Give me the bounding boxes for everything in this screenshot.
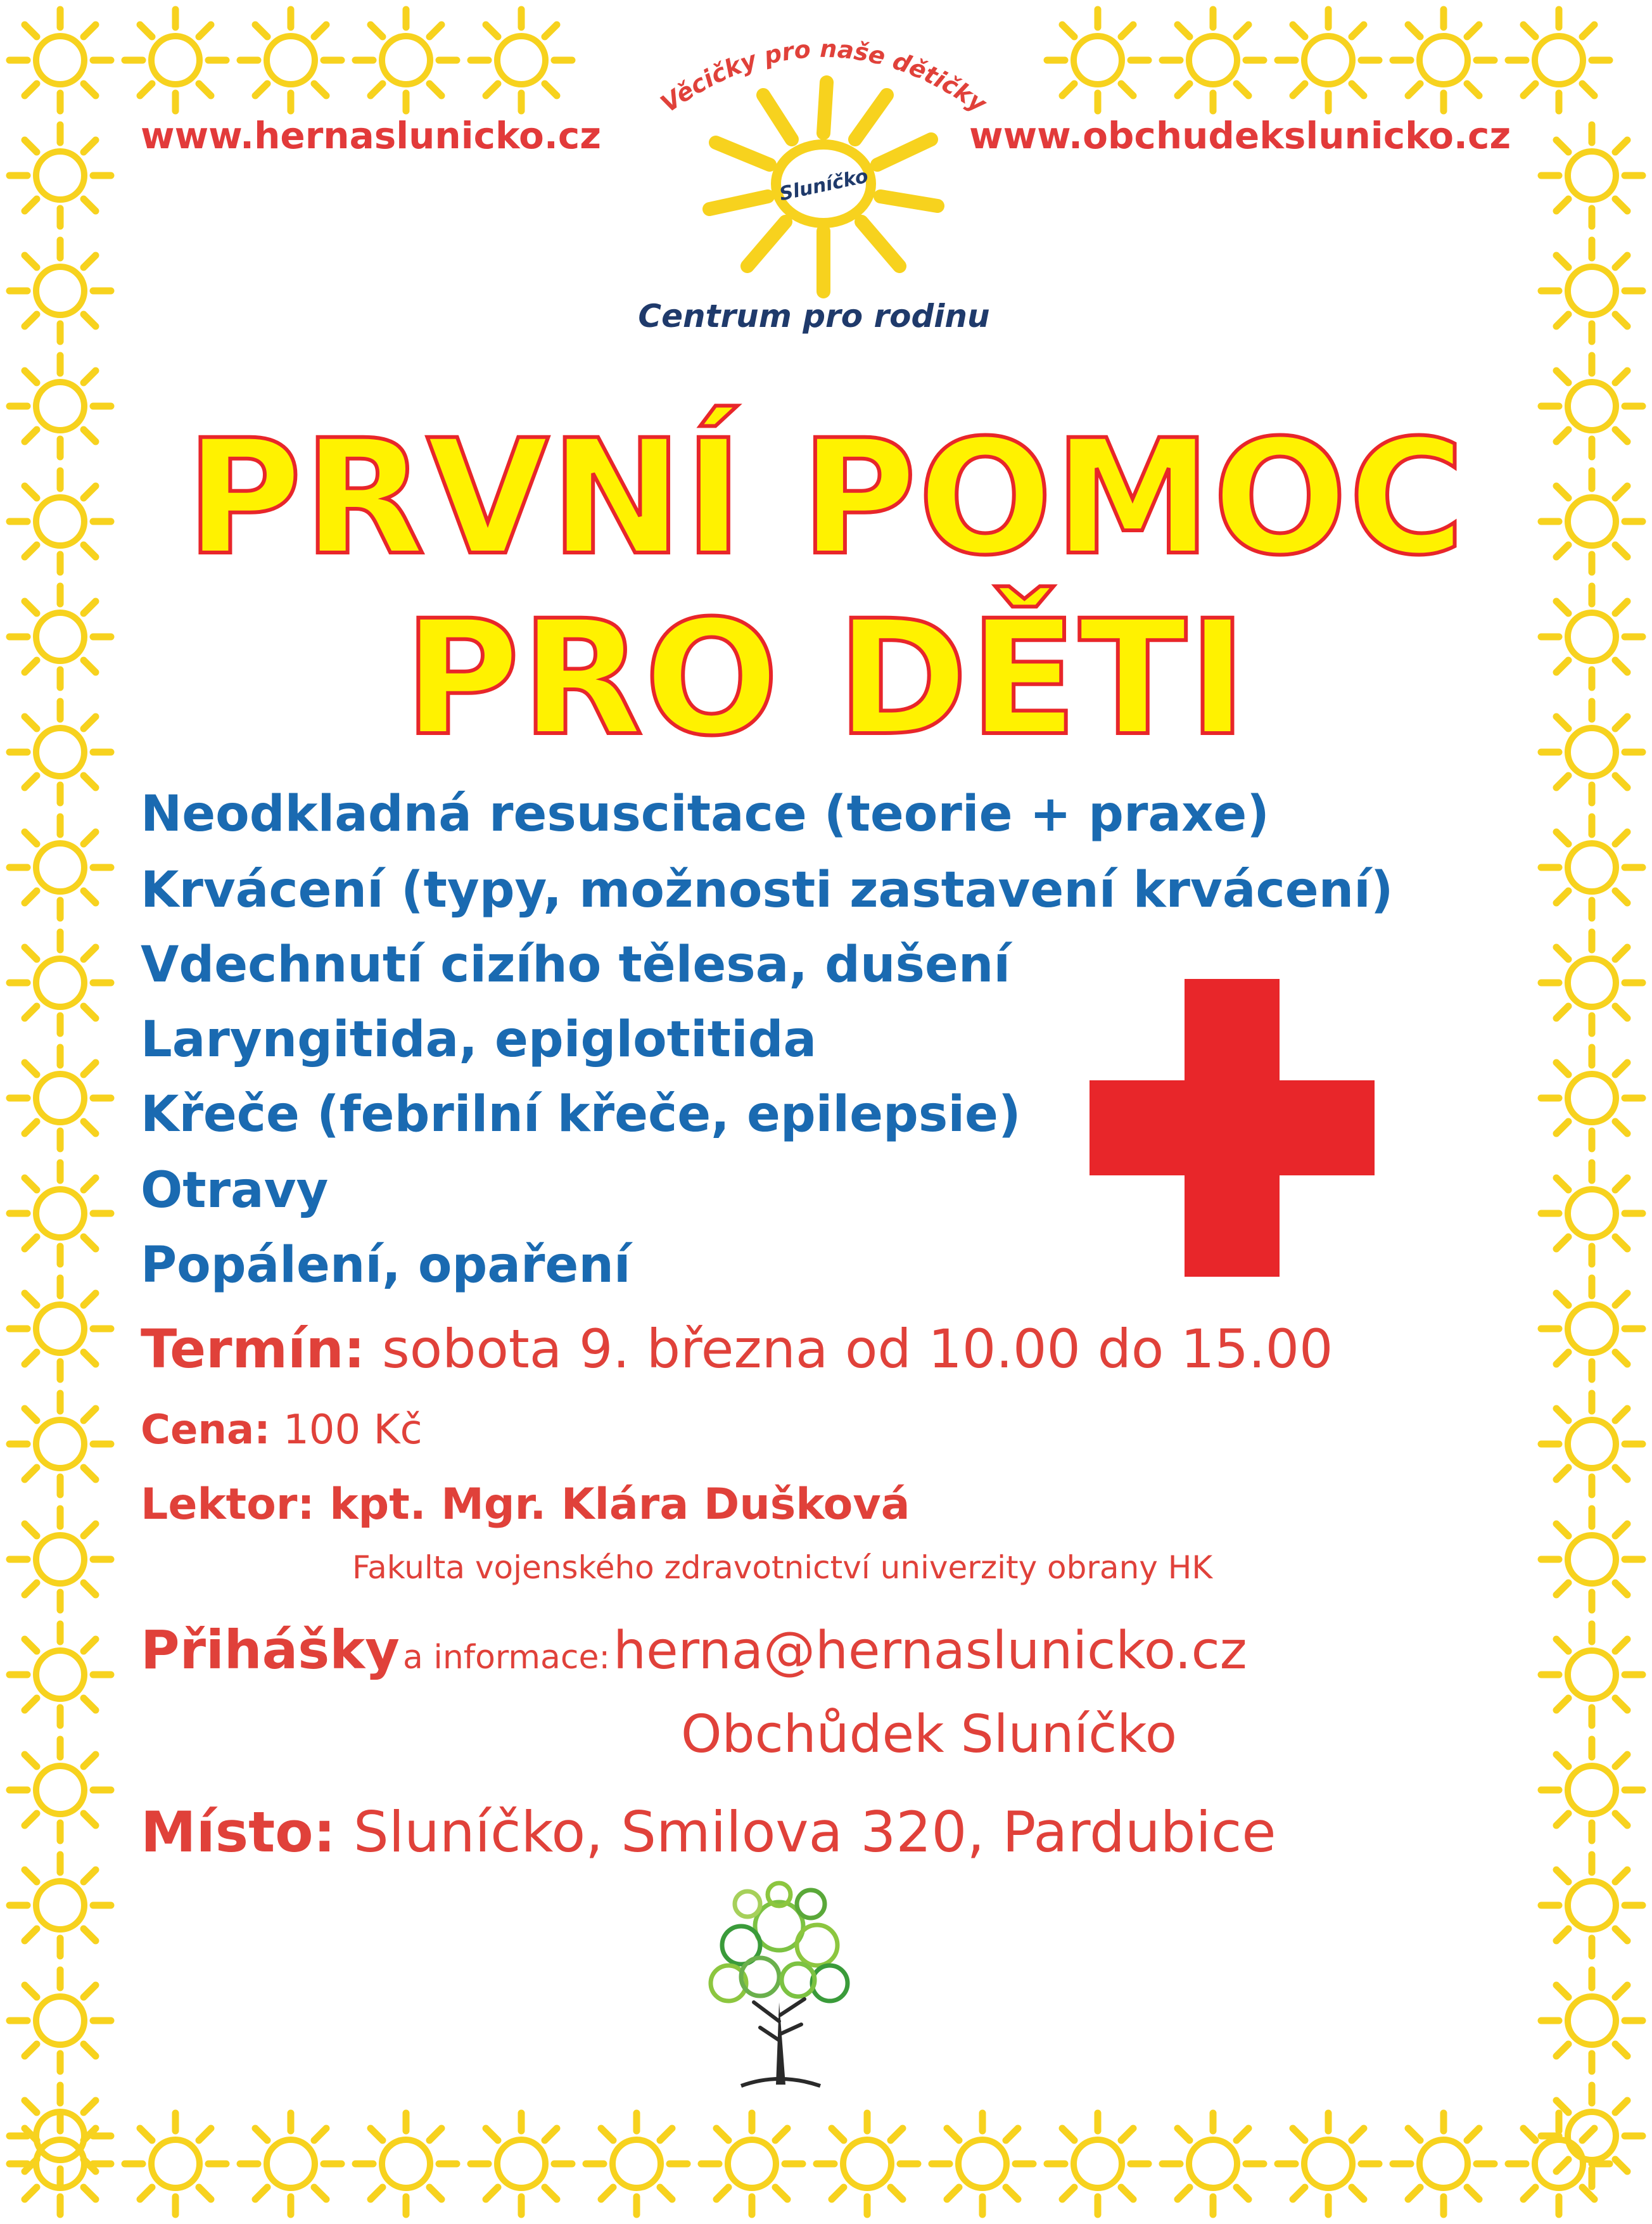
signup-row: [141, 1619, 1247, 1681]
sun-icon: [125, 10, 226, 111]
lecturer-label: Lektor:: [141, 1479, 315, 1530]
price-value: 100 Kč: [283, 1407, 423, 1454]
term-value: sobota 9. března od 10.00 do 15.00: [381, 1318, 1333, 1380]
sun-icon: [10, 1970, 111, 2071]
sun-icon: [701, 2113, 803, 2214]
sun-icon: [633, 13, 1013, 304]
sun-icon: [10, 1278, 111, 1379]
sun-icon: [1541, 1624, 1642, 1725]
topic-item: Vdechnutí cizího tělesa, dušení: [141, 936, 1011, 994]
sun-icon: [1541, 1278, 1642, 1379]
website-left[interactable]: www.hernaslunicko.cz: [141, 114, 602, 157]
sun-icon: [1162, 10, 1264, 111]
price-label: Cena:: [141, 1407, 270, 1454]
sun-icon: [1508, 10, 1610, 111]
sun-icon: [10, 2085, 111, 2187]
price-row: [141, 1407, 423, 1454]
sun-icon: [240, 2113, 341, 2214]
place-row: [141, 1799, 1276, 1865]
page-title-line2: PRO DĚTI: [403, 586, 1249, 770]
lecturer-value: kpt. Mgr. Klára Dušková: [329, 1479, 910, 1530]
lecturer-row: [141, 1479, 910, 1530]
sun-icon: [10, 1624, 111, 1725]
sun-icon: [1278, 10, 1379, 111]
sun-icon: [1541, 1970, 1642, 2071]
logo-center-text: Sluníčko: [777, 165, 870, 206]
sun-icon: [1541, 125, 1642, 226]
sun-icon: [10, 1855, 111, 1956]
sun-icon: [1278, 2113, 1379, 2214]
tagline: Centrum pro rodinu: [638, 298, 990, 335]
sun-icon: [240, 10, 341, 111]
sun-icon: [1541, 1739, 1642, 1841]
sun-icon: [1541, 1163, 1642, 1264]
topic-item: Popálení, opaření: [141, 1237, 631, 1294]
place-label: Místo:: [141, 1799, 336, 1865]
sun-icon: [586, 2113, 687, 2214]
sun-icon: [1541, 817, 1642, 918]
topic-item: Neodkladná resuscitace (teorie + praxe): [141, 786, 1269, 843]
sun-icon: [1541, 1855, 1642, 1956]
sun-icon: [1541, 1393, 1642, 1495]
website-right[interactable]: www.obchudekslunicko.cz: [969, 114, 1511, 157]
sun-icon: [1162, 2113, 1264, 2214]
sun-icon: [10, 10, 111, 111]
page-title-line1: PRVNÍ POMOC: [186, 406, 1466, 590]
sun-icon: [1047, 2113, 1148, 2214]
sun-icon: [1541, 932, 1642, 1033]
signup-alt: Obchůdek Sluníčko: [681, 1704, 1178, 1765]
signup-label: Přihášky: [141, 1619, 400, 1681]
topic-item: Křeče (febrilní křeče, epilepsie): [141, 1086, 1021, 1143]
sun-icon: [10, 1739, 111, 1841]
topic-item: Krvácení (typy, možnosti zastavení krvácení): [141, 862, 1394, 919]
place-value: Sluníčko, Smilova 320, Pardubice: [353, 1799, 1276, 1865]
sun-icon: [1508, 2113, 1610, 2214]
term-row: [141, 1318, 1333, 1380]
sun-icon: [1541, 1509, 1642, 1610]
sun-icon: [125, 2113, 226, 2214]
sun-icon: [471, 2113, 572, 2214]
sun-icon: [10, 240, 111, 342]
sun-icon: [10, 1163, 111, 1264]
sun-icon: [932, 2113, 1033, 2214]
sun-icon: [1541, 240, 1642, 342]
sun-icon: [1541, 2085, 1642, 2187]
sun-icon: [1393, 10, 1494, 111]
tree-icon: [684, 1876, 874, 2091]
topic-item: Otravy: [141, 1162, 329, 1219]
sun-icon: [10, 1509, 111, 1610]
sun-icon: [355, 10, 457, 111]
sun-icon: [10, 817, 111, 918]
topic-item: Laryngitida, epiglotitida: [141, 1011, 817, 1068]
sun-icon: [10, 932, 111, 1033]
sun-icon: [1393, 2113, 1494, 2214]
sun-icon: [1047, 10, 1148, 111]
red-cross-icon: [1090, 979, 1375, 1277]
lecturer-affiliation: Fakulta vojenského zdravotnictví univerzity obrany HK: [352, 1549, 1213, 1586]
sun-icon: [10, 125, 111, 226]
signup-mid: a informace:: [402, 1639, 610, 1677]
term-label: Termín:: [141, 1318, 365, 1380]
sun-icon: [10, 1393, 111, 1495]
signup-email[interactable]: herna@hernaslunicko.cz: [613, 1621, 1247, 1681]
sun-icon: [1541, 1047, 1642, 1149]
sun-icon: [10, 2113, 111, 2214]
sun-icon: [471, 10, 572, 111]
logo-arc-text: Věcičky pro naše dětičky: [655, 34, 992, 118]
sun-icon: [816, 2113, 918, 2214]
sun-icon: [10, 1047, 111, 1149]
sun-icon: [355, 2113, 457, 2214]
